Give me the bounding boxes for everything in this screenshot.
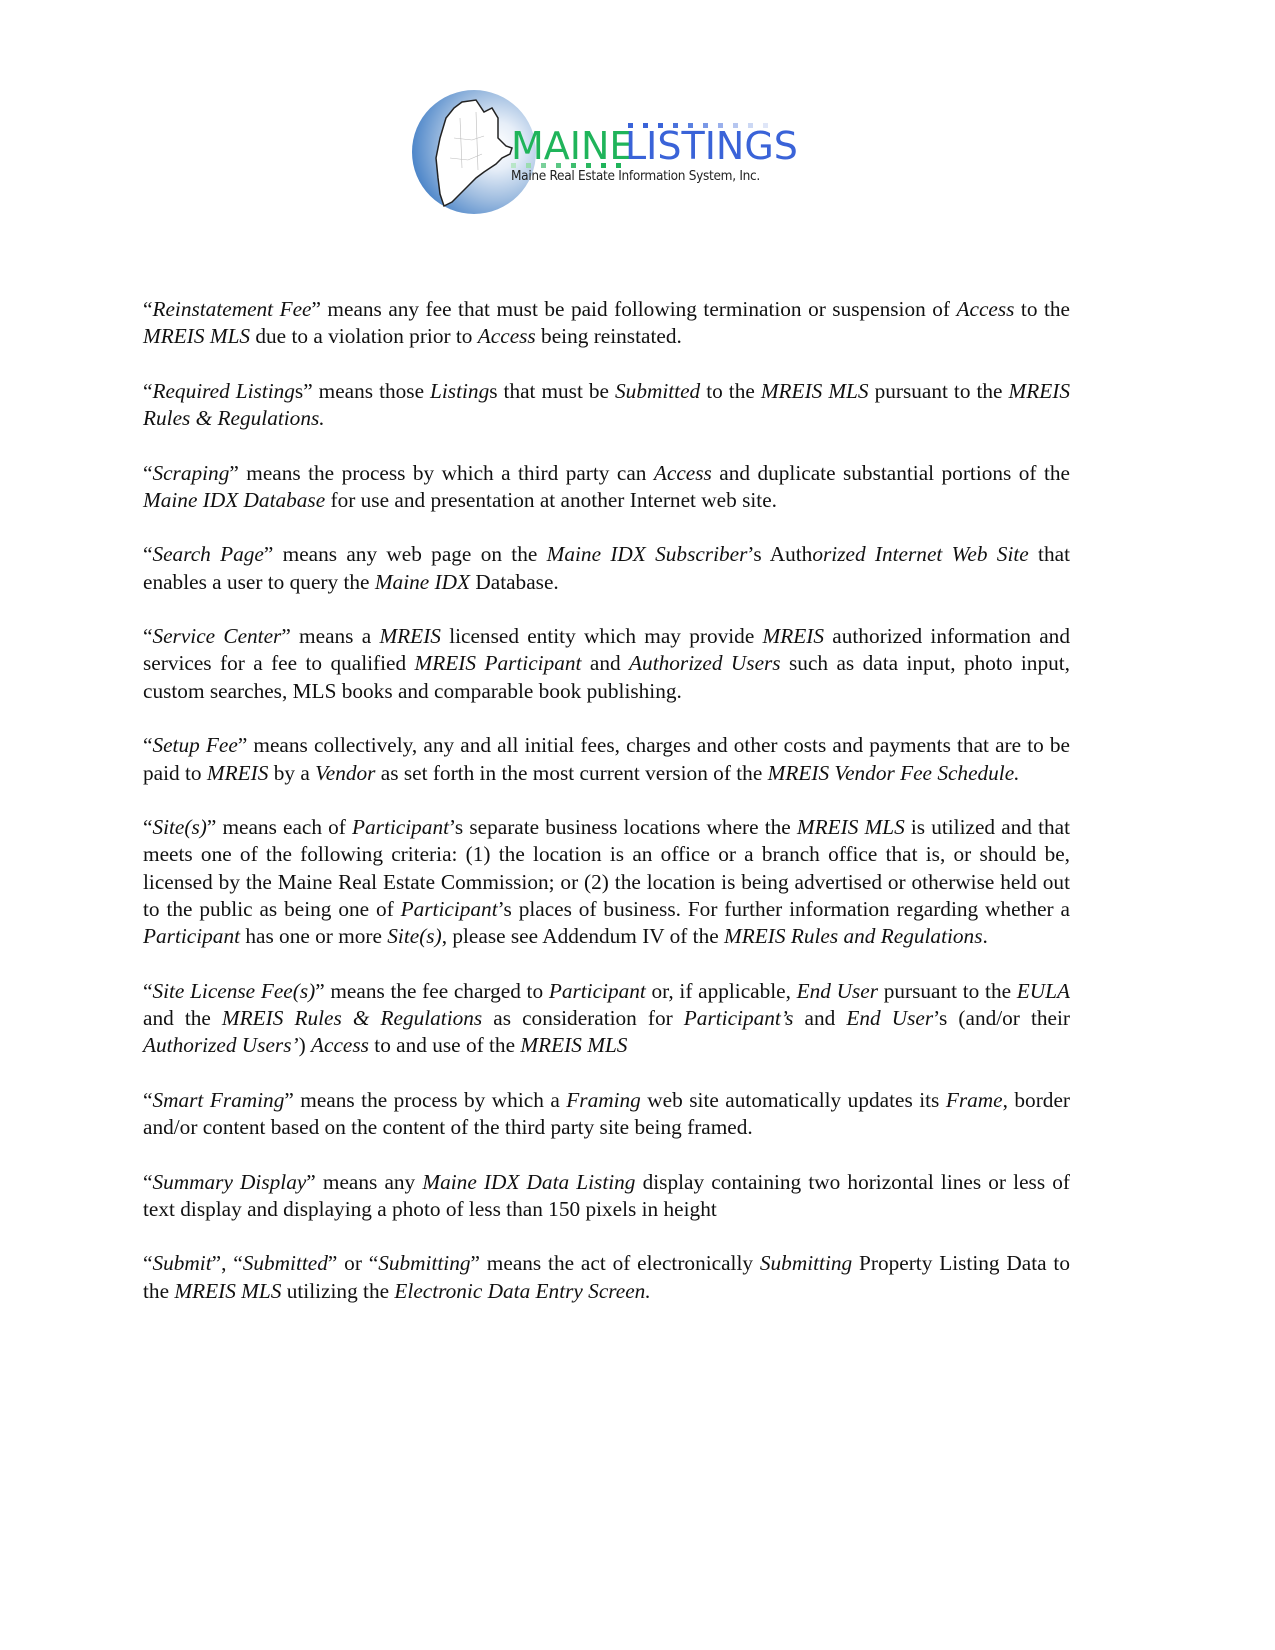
logo-word-listings: LISTINGS xyxy=(625,124,798,168)
defined-term-text: MREIS Rules and Regulations xyxy=(724,924,983,949)
defined-term-text: End User xyxy=(796,978,879,1003)
definition-text: ” means the fee charged to xyxy=(315,978,549,1003)
defined-term-text: Listing xyxy=(430,378,490,403)
definition-text: has one or more xyxy=(240,924,388,949)
defined-term-text: Participant xyxy=(143,924,241,949)
mainelistings-logo xyxy=(410,88,830,218)
defined-term-text: Authorized Users xyxy=(629,651,781,676)
defined-term-text: MREIS xyxy=(379,624,441,649)
definition-text: ” or “ xyxy=(327,1251,379,1276)
definition-text: or, if applicable, xyxy=(645,978,797,1003)
definition-text: being reinstated. xyxy=(535,324,682,349)
defined-term-text: Required Listing xyxy=(152,378,295,403)
defined-term-text: Scraping xyxy=(152,460,230,485)
defined-term-text: MREIS MLS xyxy=(796,814,905,839)
definition-text: . xyxy=(982,924,988,949)
defined-term-text: Site(s) xyxy=(152,814,207,839)
defined-term-text: MREIS Rules & Regulations. xyxy=(143,378,1071,431)
defined-term-text: Maine IDX Database xyxy=(143,487,326,512)
definition-text: “ xyxy=(143,624,153,649)
defined-term-text: MREIS Participant xyxy=(414,651,582,676)
definition-text: to the xyxy=(1014,297,1070,321)
defined-term-text: Maine IDX xyxy=(374,569,471,594)
definition-paragraph xyxy=(143,623,1070,705)
logo-word-maine: MAINE xyxy=(511,124,634,168)
definition-text: ” means a xyxy=(281,624,380,649)
definition-text: that enables a user to query the xyxy=(143,542,1070,594)
definition-text: ’s Auth xyxy=(747,542,813,567)
definition-text: as set forth in the most current version of the xyxy=(375,760,768,785)
defined-term-text: Access xyxy=(311,1033,369,1058)
defined-term-text: Site License Fee(s) xyxy=(152,978,316,1003)
definition-text: to and use of the xyxy=(368,1033,521,1058)
definition-paragraph xyxy=(143,460,1070,515)
defined-term-text: MREIS MLS xyxy=(760,378,869,403)
definition-text: , border and/or content based on the content of the third party site being framed. xyxy=(143,1087,1070,1140)
definition-text: ” means the act of electronically xyxy=(470,1251,760,1276)
defined-term-text: Submit xyxy=(152,1251,212,1276)
definition-text: and xyxy=(793,1005,847,1030)
defined-term-text: Authorized Users’ xyxy=(143,1033,299,1058)
defined-term-text: Electronic Data Entry Screen. xyxy=(394,1278,651,1303)
defined-term-text: Submitted xyxy=(242,1251,328,1276)
definition-text: ’s places of business. For further information regarding whether a xyxy=(497,896,1070,921)
definition-text: “ xyxy=(143,1169,153,1194)
defined-term-text: Vendor xyxy=(315,760,376,785)
definition-text: due to a violation prior to xyxy=(250,324,478,349)
defined-term-text: EULA xyxy=(1016,978,1070,1003)
definition-text: “ xyxy=(143,733,153,758)
defined-term-text: Maine IDX Subscriber xyxy=(546,542,748,567)
defined-term-text: Participant xyxy=(352,814,450,839)
defined-term-text: MREIS xyxy=(206,760,269,785)
definition-text: “ xyxy=(143,814,153,839)
defined-term-text: Participant’s xyxy=(683,1005,794,1030)
definition-text: for use and presentation at another Internet web site. xyxy=(325,487,777,512)
defined-term-text: Service Center xyxy=(152,624,282,649)
defined-term-text: Reinstatement Fee xyxy=(152,297,312,321)
definition-text: by a xyxy=(268,760,316,785)
definition-text: and duplicate substantial portions of the xyxy=(711,460,1070,485)
defined-term-text: Site(s) xyxy=(387,924,442,949)
defined-term-text: Summary Display xyxy=(152,1169,307,1194)
definition-text: ” means any xyxy=(306,1169,423,1194)
definitions-list xyxy=(143,296,1070,1332)
definition-text: “ xyxy=(143,542,153,567)
defined-term-text: Submitting xyxy=(759,1251,853,1276)
defined-term-text: MREIS MLS xyxy=(174,1278,282,1303)
definition-text: such as data input, photo input, custom searches, MLS books and comparable book publishing. xyxy=(143,651,1070,703)
definition-text: ’s (and/or their xyxy=(933,1005,1070,1030)
definition-text: ”, “ xyxy=(211,1251,243,1276)
definition-text: to the xyxy=(700,378,761,403)
defined-term-text: Participant xyxy=(400,896,498,921)
definition-text: ” means collectively, any and all initial fees, charges and other costs and payments that are to be paid to xyxy=(143,733,1070,785)
defined-term-text: MREIS MLS xyxy=(520,1033,628,1058)
definition-text: s” means those xyxy=(294,378,431,403)
defined-term-text: MREIS Rules & Regulations xyxy=(221,1005,483,1030)
definition-text: Database. xyxy=(470,569,559,594)
definition-text: ” means each of xyxy=(206,814,352,839)
definition-paragraph xyxy=(143,978,1070,1060)
defined-term-text: Setup Fee xyxy=(152,733,238,758)
defined-term-text: Maine IDX Data Listing xyxy=(422,1169,636,1194)
definition-text: “ xyxy=(143,378,153,403)
definition-paragraph xyxy=(143,296,1070,351)
defined-term-text: MREIS xyxy=(762,624,825,649)
definition-text: s that must be xyxy=(489,378,616,403)
definition-paragraph xyxy=(143,1250,1070,1305)
definition-text: and xyxy=(581,651,630,676)
definition-text: ’s separate business locations where the xyxy=(449,814,797,839)
defined-term-text: End User xyxy=(846,1005,934,1030)
definition-text: is utilized and that meets one of the following criteria: (1) the location is an office or a branch office that is, or should be, licensed by the Maine Real Estate Commission; or (2) the location is being advertised or otherwise held out to the public as being one of xyxy=(143,814,1071,921)
definition-text: Property Listing Data to the xyxy=(143,1251,1070,1303)
defined-term-text: Access xyxy=(956,297,1015,321)
defined-term-text: Submitting xyxy=(378,1251,471,1276)
defined-term-text: Frame xyxy=(945,1087,1003,1112)
defined-term-text: MREIS MLS xyxy=(143,324,251,349)
definition-paragraph xyxy=(143,814,1070,950)
definition-text: ” means any web page on the xyxy=(263,542,547,567)
definition-text: utilizing the xyxy=(281,1278,395,1303)
defined-term-text: Framing xyxy=(566,1087,641,1112)
defined-term-text: Smart Framing xyxy=(152,1087,285,1112)
definition-text: “ xyxy=(143,1251,153,1276)
definition-text: and the xyxy=(143,1005,222,1030)
definition-paragraph xyxy=(143,378,1070,433)
definition-paragraph xyxy=(143,732,1070,787)
defined-term-text: MREIS Vendor Fee Schedule. xyxy=(767,760,1020,785)
definition-text: pursuant to the xyxy=(868,378,1009,403)
definition-text: ” means the process by which a third party can xyxy=(229,460,654,485)
defined-term-text: Access xyxy=(653,460,712,485)
definition-text: “ xyxy=(143,978,153,1003)
logo-tagline: Maine Real Estate Information System, Inc. xyxy=(511,168,760,184)
definition-text: authorized information and services for a fee to qualified xyxy=(143,624,1070,676)
definition-text: ” means the process by which a xyxy=(284,1087,567,1112)
definition-text: “ xyxy=(143,1087,153,1112)
definition-text: “ xyxy=(143,297,153,321)
maine-map-icon xyxy=(432,98,522,208)
defined-term-text: Access xyxy=(477,324,536,349)
definition-text: ” means any fee that must be paid following termination or suspension of xyxy=(311,297,957,321)
defined-term-text: orized Internet Web Site xyxy=(812,542,1029,567)
definition-text: display containing two horizontal lines or less of text display and displaying a photo of less than 150 pixels in height xyxy=(143,1169,1070,1221)
definition-paragraph xyxy=(143,1087,1070,1142)
definition-text: pursuant to the xyxy=(878,978,1017,1003)
definition-text: “ xyxy=(143,460,153,485)
definition-text: , please see Addendum IV of the xyxy=(441,924,725,949)
defined-term-text: Participant xyxy=(548,978,646,1003)
definition-text: web site automatically updates its xyxy=(640,1087,946,1112)
definition-text: ) xyxy=(298,1033,311,1058)
defined-term-text: Submitted xyxy=(615,378,701,403)
defined-term-text: Search Page xyxy=(152,542,264,567)
definition-text: as consideration for xyxy=(482,1005,684,1030)
definition-paragraph xyxy=(143,541,1070,596)
definition-paragraph xyxy=(143,1169,1070,1224)
definition-text: licensed entity which may provide xyxy=(440,624,763,649)
